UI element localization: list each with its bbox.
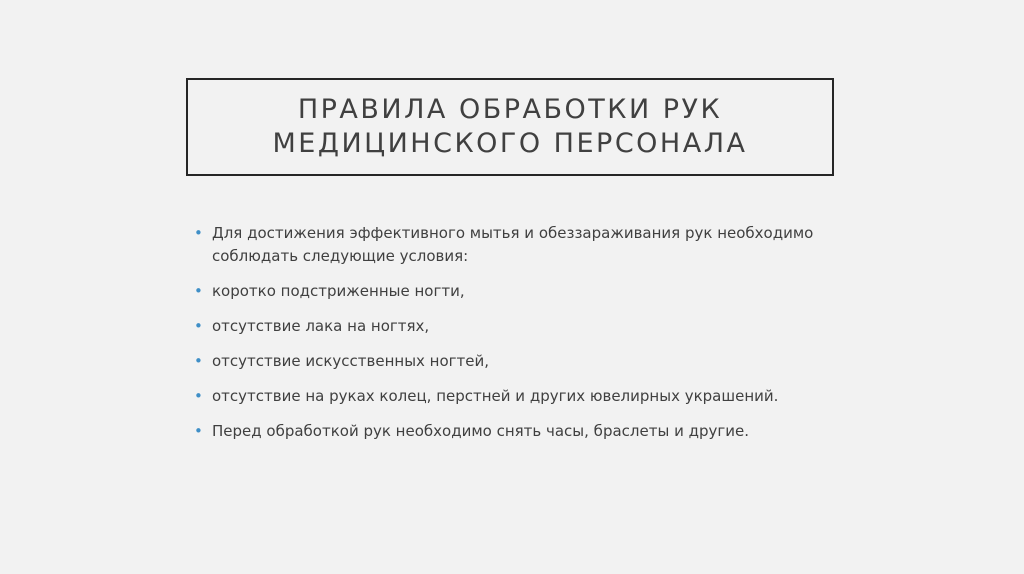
bullet-item xyxy=(188,420,828,443)
bullet-dot-icon: • xyxy=(194,282,203,300)
bullet-item xyxy=(188,222,828,268)
bullet-text: Перед обработкой рук необходимо снять часы, браслеты и другие. xyxy=(212,422,749,440)
bullet-text: отсутствие лака на ногтях, xyxy=(212,317,430,335)
title-box xyxy=(186,78,834,176)
bullet-dot-icon: • xyxy=(194,422,203,440)
bullet-text: коротко подстриженные ногти, xyxy=(212,282,465,300)
bullet-item xyxy=(188,385,828,408)
bullet-dot-icon: • xyxy=(194,352,203,370)
bullet-dot-icon: • xyxy=(194,387,203,405)
bullet-dot-icon: • xyxy=(194,224,203,242)
title-line-2: МЕДИЦИНСКОГО ПЕРСОНАЛА xyxy=(272,128,748,159)
bullet-text: отсутствие на руках колец, перстней и других ювелирных украшений. xyxy=(212,387,779,405)
title-line-1: ПРАВИЛА ОБРАБОТКИ РУК xyxy=(297,94,723,125)
bullet-item xyxy=(188,280,828,303)
bullet-dot-icon: • xyxy=(194,317,203,335)
bullet-item xyxy=(188,315,828,338)
bullet-text: Для достижения эффективного мытья и обеззараживания рук необходимо соблюдать следующие условия: xyxy=(212,224,814,265)
bullet-text: отсутствие искусственных ногтей, xyxy=(212,352,490,370)
slide-title xyxy=(273,93,748,161)
bullet-list xyxy=(188,222,828,455)
bullet-item xyxy=(188,350,828,373)
